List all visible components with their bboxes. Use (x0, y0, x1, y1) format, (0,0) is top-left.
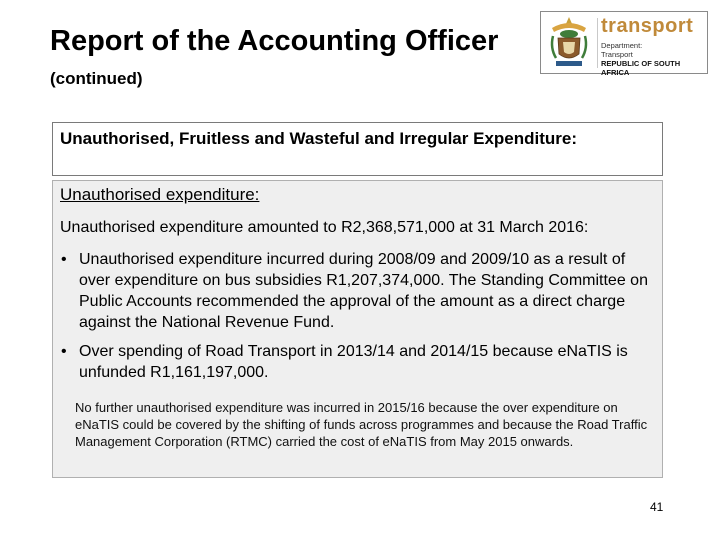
title-suffix: (continued) (50, 69, 143, 88)
page-title (50, 24, 520, 96)
logo-line-1: Department: (601, 41, 643, 50)
logo-divider (597, 18, 598, 68)
bullet-text: Over spending of Road Transport in 2013/14 and 2014/15 because eNaTIS is unfunded R1,161,197,000. (79, 343, 628, 381)
logo-line-2: Transport (601, 50, 633, 59)
bullet-list (60, 249, 658, 391)
logo-line-3: REPUBLIC OF SOUTH AFRICA (601, 59, 681, 77)
bullet-icon: • (61, 343, 67, 360)
bullet-icon: • (61, 251, 67, 268)
bullet-text: Unauthorised expenditure incurred during 2008/09 and 2009/10 as a result of over expenditure on bus subsidies R1,207,374,000. The Standing Committee on Public Accounts recommended the approval of the amount as a direct charge against the National Revenue Fund. (79, 251, 648, 331)
intro-text: Unauthorised expenditure amounted to R2,368,571,000 at 31 March 2016: (60, 219, 589, 236)
section-heading: Unauthorised, Fruitless and Wasteful and Irregular Expenditure: (60, 129, 578, 148)
coat-of-arms-icon (544, 14, 594, 71)
title-main: Report of the Accounting Officer (50, 25, 499, 57)
department-logo (540, 11, 708, 77)
bullet-item (60, 249, 658, 333)
bullet-item (60, 341, 658, 383)
subheading: Unauthorised expenditure: (60, 185, 260, 204)
section-heading-box (52, 122, 663, 176)
logo-brand: transport (601, 15, 694, 37)
note-text: No further unauthorised expenditure was incurred in 2015/16 because the over expenditure on eNaTIS could be covered by the shifting of funds across programmes and because the Road Traffic Management Corporation (RTMC) carried the cost of eNaTIS from May 2015 onwards. (75, 400, 648, 449)
page-number: 41 (650, 500, 664, 514)
logo-department (601, 41, 707, 77)
content-box (52, 180, 663, 478)
